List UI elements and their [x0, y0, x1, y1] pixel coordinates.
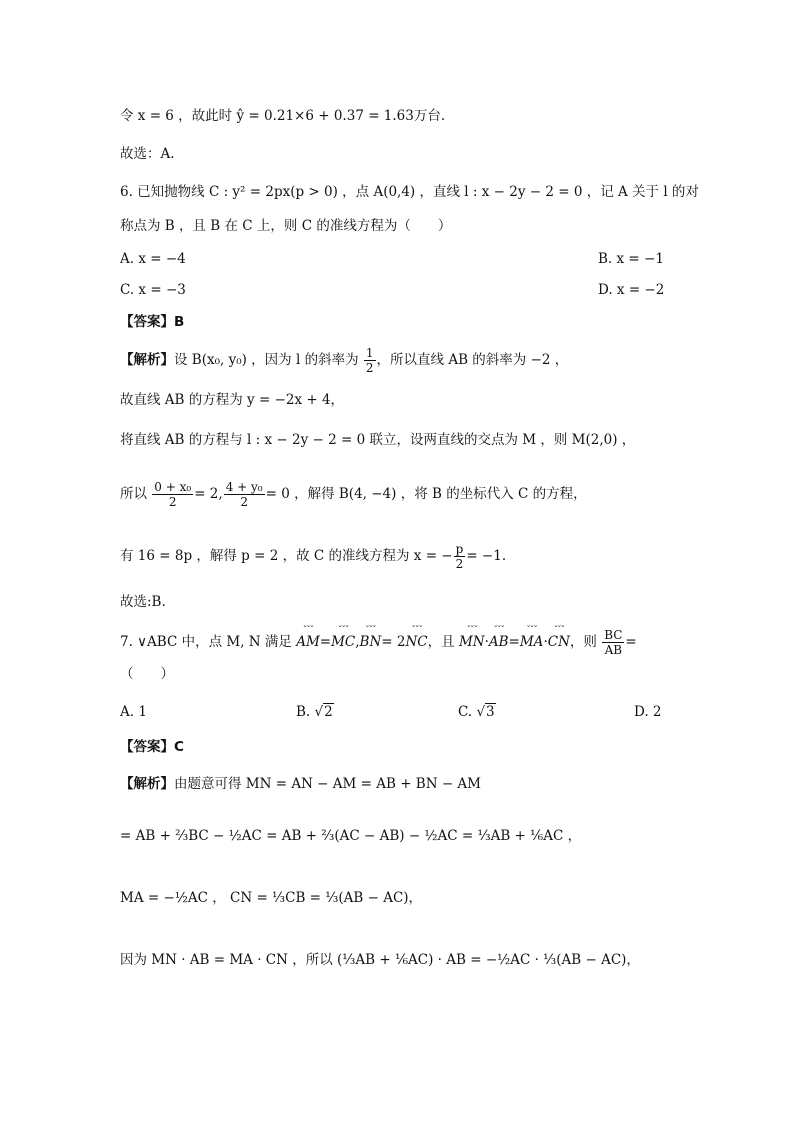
q7-option-d: D. 2	[634, 704, 662, 720]
q6-option-b: B. x = −1	[598, 251, 664, 267]
question-6-stem-2: 称点为 B ，且 B 在 C 上，则 C 的准线方程为（ ）	[120, 218, 452, 234]
q7c: ，则	[569, 634, 597, 650]
q7b: ，且	[427, 634, 455, 650]
q6-option-c: C. x = −3	[120, 282, 186, 298]
q7-dot-2: ·	[543, 634, 548, 650]
q7-dot-1: ·	[484, 634, 489, 650]
vector-ab: ˇˇˇ AB	[489, 632, 509, 652]
q6-solution-1	[120, 346, 568, 375]
q7-option-b-label: B.	[296, 704, 311, 720]
q6-answer: 【答案】B	[120, 314, 185, 330]
sol6-1b: ，所以直线 AB 的斜率为 −2 ，	[376, 352, 569, 368]
solution-label: 【解析】	[120, 352, 174, 368]
q7-option-b	[296, 702, 334, 722]
q6-solution-3: 将直线 AB 的方程与 l : x − 2y − 2 = 0 联立，设两直线的交点为 M ，则 M(2,0) ，	[120, 432, 636, 448]
q6-solution-2: 故直线 AB 的方程为 y = −2x + 4，	[120, 392, 345, 408]
sol6-4c: = 0 ，解得 B(4, −4) ，将 B 的坐标代入 C 的方程，	[265, 486, 587, 502]
fraction-bc-ab: $\frac{BC}{AB}$	[604, 628, 623, 657]
q7-eq-3: =	[508, 634, 520, 650]
sol6-5a: 有 16 = 8p ，解得 p = 2 ，故 C 的准线方程为 x = −	[120, 548, 453, 564]
vector-am: ˇˇˇ AM	[296, 632, 320, 652]
line-conclusion: 令 x = 6 ，故此时 ŷ = 0.21×6 + 0.37 = 1.63万台.	[120, 108, 446, 124]
q7-answer: 【答案】C	[120, 739, 184, 755]
q7-solution-3: MA = −½AC ， CN = ⅓CB = ⅓(AB − AC)，	[120, 890, 423, 906]
question-7-stem	[120, 628, 637, 657]
q7-eq-1: =	[319, 634, 332, 650]
fraction-y0: $\frac{\text{4 + y₀}}{2}$	[225, 480, 263, 509]
vector-mn: ˇˇˇ MN	[459, 632, 485, 652]
q7-option-c	[458, 702, 496, 722]
q6-option-d: D. x = −2	[598, 282, 665, 298]
q6-solution-4	[120, 480, 587, 509]
sol6-1a: 设 B(x₀, y₀) ，因为 l 的斜率为	[174, 352, 359, 368]
q7-solution-2: = AB + ⅔BC − ½AC = AB + ⅔(AC − AB) − ½AC = ⅓AB + ⅙AC ，	[120, 828, 582, 844]
fraction-half: $\frac{1}{2}$	[365, 346, 374, 375]
sqrt-2: √2	[314, 704, 333, 720]
q7-eq-2: = 2	[381, 634, 406, 650]
vector-ma: ˇˇˇ MA	[520, 632, 544, 652]
q7-comma: ,	[355, 634, 360, 650]
sol6-5b: = −1.	[466, 548, 507, 564]
vector-bn: ˇˇˇ BN	[360, 632, 382, 652]
sqrt-3: √3	[476, 704, 495, 720]
fraction-p-over-2: $\frac{p}{2}$	[455, 542, 464, 571]
vector-mc: ˇˇˇ MC	[331, 632, 355, 652]
sol6-4b: = 2,	[194, 486, 223, 502]
q7-option-a: A. 1	[120, 704, 147, 720]
question-6-stem-1: 6. 已知抛物线 C : y² = 2px(p > 0) ，点 A(0,4) ，直线 l : x − 2y − 2 = 0 ，记 A 关于 l 的对	[120, 184, 699, 200]
q7-paren: （ ）	[120, 666, 174, 682]
solution-label-7: 【解析】	[120, 776, 174, 792]
q7-option-c-label: C.	[458, 704, 473, 720]
q6-option-a: A. x = −4	[120, 251, 186, 267]
line-choose-a: 故选：A.	[120, 146, 175, 162]
q7-solution-4: 因为 MN · AB = MA · CN ，所以 (⅓AB + ⅙AC) · AB = −½AC · ⅓(AB − AC)，	[120, 952, 640, 968]
vector-cn: ˇˇˇ CN	[548, 632, 570, 652]
q7d: =	[625, 634, 637, 650]
q6-solution-5	[120, 542, 506, 571]
q6-choose-b: 故选:B.	[120, 594, 166, 610]
sol7-1: 由题意可得 MN = AN − AM = AB + BN − AM	[174, 776, 482, 792]
fraction-x0: $\frac{\text{0 + x₀}}{2}$	[154, 480, 192, 509]
q7a: 7. ∨ABC 中，点 M, N 满足	[120, 634, 292, 650]
sol6-4a: 所以	[120, 486, 147, 502]
q7-solution-1	[120, 774, 481, 794]
vector-nc: ˇˇˇ NC	[405, 632, 427, 652]
